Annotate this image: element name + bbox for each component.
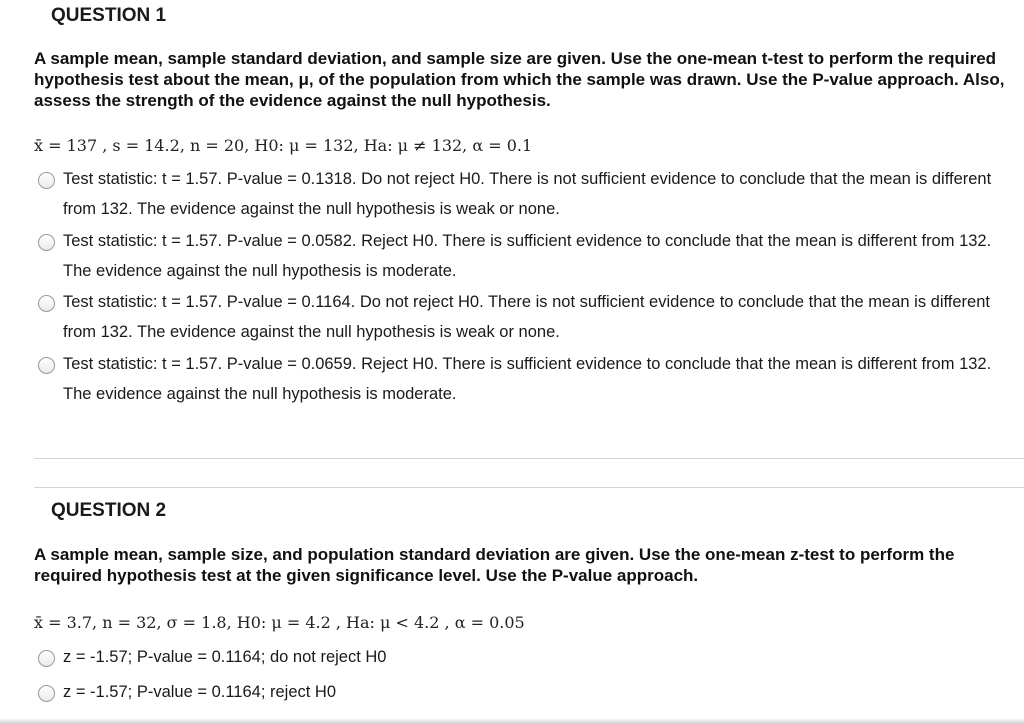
question-1-option-2[interactable] (38, 232, 998, 286)
option-text: z = -1.57; P-value = 0.1164; reject H0 (63, 683, 337, 701)
option-text: z = -1.57; P-value = 0.1164; do not reject H0 (63, 648, 387, 666)
question-2-option-2[interactable] (38, 683, 998, 707)
radio-button[interactable] (38, 295, 55, 312)
radio-button[interactable] (38, 357, 55, 374)
radio-button[interactable] (38, 650, 55, 667)
question-1-prompt: A sample mean, sample standard deviation, and sample size are given. Use the one-mean t-test to perform the required hypothesis test about the mean, μ, of the population from which the sample was drawn. Use the P-value approach. Also, assess the strength of the evidence against the null hypothesis. (34, 49, 1005, 110)
question-2-title: QUESTION 2 (51, 500, 167, 521)
radio-button[interactable] (38, 685, 55, 702)
question-2-givens: x̄ = 3.7, n = 32, σ = 1.8, H0: μ = 4.2 , Ha: μ < 4.2 , α = 0.05 (34, 613, 525, 632)
radio-button[interactable] (38, 234, 55, 251)
question-1-option-3[interactable] (38, 293, 998, 347)
question-2-option-1[interactable] (38, 648, 998, 672)
radio-button[interactable] (38, 172, 55, 189)
option-text: Test statistic: t = 1.57. P-value = 0.0659. Reject H0. There is sufficient evidence to conclude that the mean is different from 132. The evidence against the null hypothesis is moderate. (63, 355, 992, 403)
question-1-option-4[interactable] (38, 355, 998, 409)
option-text: Test statistic: t = 1.57. P-value = 0.0582. Reject H0. There is sufficient evidence to conclude that the mean is different from 132. The evidence against the null hypothesis is moderate. (63, 232, 992, 280)
question-1-title: QUESTION 1 (51, 5, 167, 26)
question-divider (34, 487, 1024, 488)
option-text: Test statistic: t = 1.57. P-value = 0.1164. Do not reject H0. There is not sufficient evidence to conclude that the mean is different from 132. The evidence against the null hypothesis is weak or none. (63, 293, 990, 341)
question-1-option-1[interactable] (38, 170, 998, 224)
option-text: Test statistic: t = 1.57. P-value = 0.1318. Do not reject H0. There is not sufficient evidence to conclude that the mean is different from 132. The evidence against the null hypothesis is weak or none. (63, 170, 992, 218)
question-2-prompt: A sample mean, sample size, and population standard deviation are given. Use the one-mean z-test to perform the required hypothesis test at the given significance level. Use the P-value approach. (34, 545, 955, 585)
scroll-edge (0, 718, 1024, 724)
question-divider (34, 458, 1024, 459)
question-1-givens: x̄ = 137 , s = 14.2, n = 20, H0: μ = 132, Ha: μ ≠ 132, α = 0.1 (34, 136, 533, 155)
